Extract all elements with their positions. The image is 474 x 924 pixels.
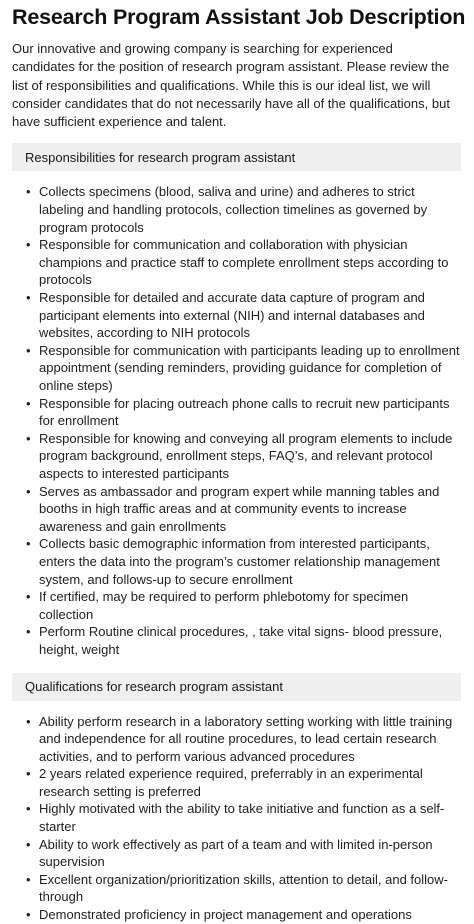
list-item-text: Responsible for communication with participants leading up to enrollment appointment (sending reminders, providing guidance for completion of online steps) [39,342,460,394]
list-item [26,289,461,342]
responsibilities-heading: Responsibilities for research program assistant [12,143,461,171]
list-item-text: Ability perform research in a laboratory setting working with little training and independence for all routine procedures, to lead certain research activities, and to perform various advanced procedures [39,713,453,764]
bullet-icon: • [26,430,31,446]
bullet-icon: • [26,536,31,552]
bullet-icon: • [26,290,31,306]
bullet-icon: • [26,624,31,640]
list-item-text: Ability to work effectively as part of a team and with limited in-person supervision [39,836,433,870]
list-item-text: Responsible for detailed and accurate data capture of program and participant elements into external (NIH) and internal databases and websites, according to NIH protocols [39,290,425,341]
list-item [26,483,461,536]
list-item-text: Serves as ambassador and program expert while manning tables and booths in high traffic areas and at community events to increase awareness and gain enrollments [39,483,440,534]
bullet-icon: • [26,184,31,200]
list-item-text: Responsible for placing outreach phone calls to recruit new participants for enrollment [39,395,450,429]
list-item [26,183,461,236]
list-item [26,342,461,395]
bullet-icon: • [26,395,31,411]
qualifications-heading: Qualifications for research program assistant [12,673,461,701]
qualifications-list [12,713,461,924]
bullet-icon: • [26,342,31,358]
list-item-text: Responsible for knowing and conveying all program elements to include program background, enrollment steps, FAQ’s, and relevant protocol aspects to interested participants [39,430,453,481]
list-item-text: Excellent organization/prioritization skills, attention to detail, and follow-through [39,871,448,905]
bullet-icon: • [26,871,31,887]
list-item [26,623,461,658]
list-item [26,713,461,766]
bullet-icon: • [26,237,31,253]
list-item [26,765,461,800]
page-title: Research Program Assistant Job Description [12,5,466,29]
intro-paragraph: Our innovative and growing company is searching for experienced candidates for the position of research program assistant. Please review the list of responsibilities and qualifications. While this is our ideal list, we will consider candidates that do not necessarily have all of the qualifications, but have sufficient experience and talent. [12,41,450,130]
list-item [26,236,461,289]
bullet-icon: • [26,589,31,605]
list-item-text: Collects specimens (blood, saliva and urine) and adheres to strict labeling and handling protocols, collection timelines as governed by program protocols [39,184,428,235]
list-item-text: Perform Routine clinical procedures, , take vital signs- blood pressure, height, weight [39,624,443,657]
list-item [26,395,461,430]
list-item [26,588,461,623]
list-item [26,906,461,924]
list-item-text: 2 years related experience required, preferrably in an experimental research setting is preferred [39,766,423,799]
list-item-text: If certified, may be required to perform phlebotomy for specimen collection [39,589,409,622]
bullet-icon: • [26,907,31,923]
list-item-text: Demonstrated proficiency in project management and operations [39,907,412,923]
list-item-text: Responsible for communication and collaboration with physician champions and practice staff to complete enrollment steps according to protocols [39,237,449,288]
bullet-icon: • [26,801,31,817]
list-item [26,836,461,871]
list-item [26,535,461,588]
bullet-icon: • [26,483,31,499]
responsibilities-list [12,183,461,658]
list-item [26,800,461,835]
list-item [26,871,461,906]
bullet-icon: • [26,713,31,729]
list-item-text: Highly motivated with the ability to take initiative and function as a self-starter [39,801,445,835]
bullet-icon: • [26,836,31,852]
bullet-icon: • [26,766,31,782]
list-item [26,430,461,483]
list-item-text: Collects basic demographic information from interested participants, enters the data into the program’s customer relationship management system, and follows-up to secure enrollment [39,536,440,587]
